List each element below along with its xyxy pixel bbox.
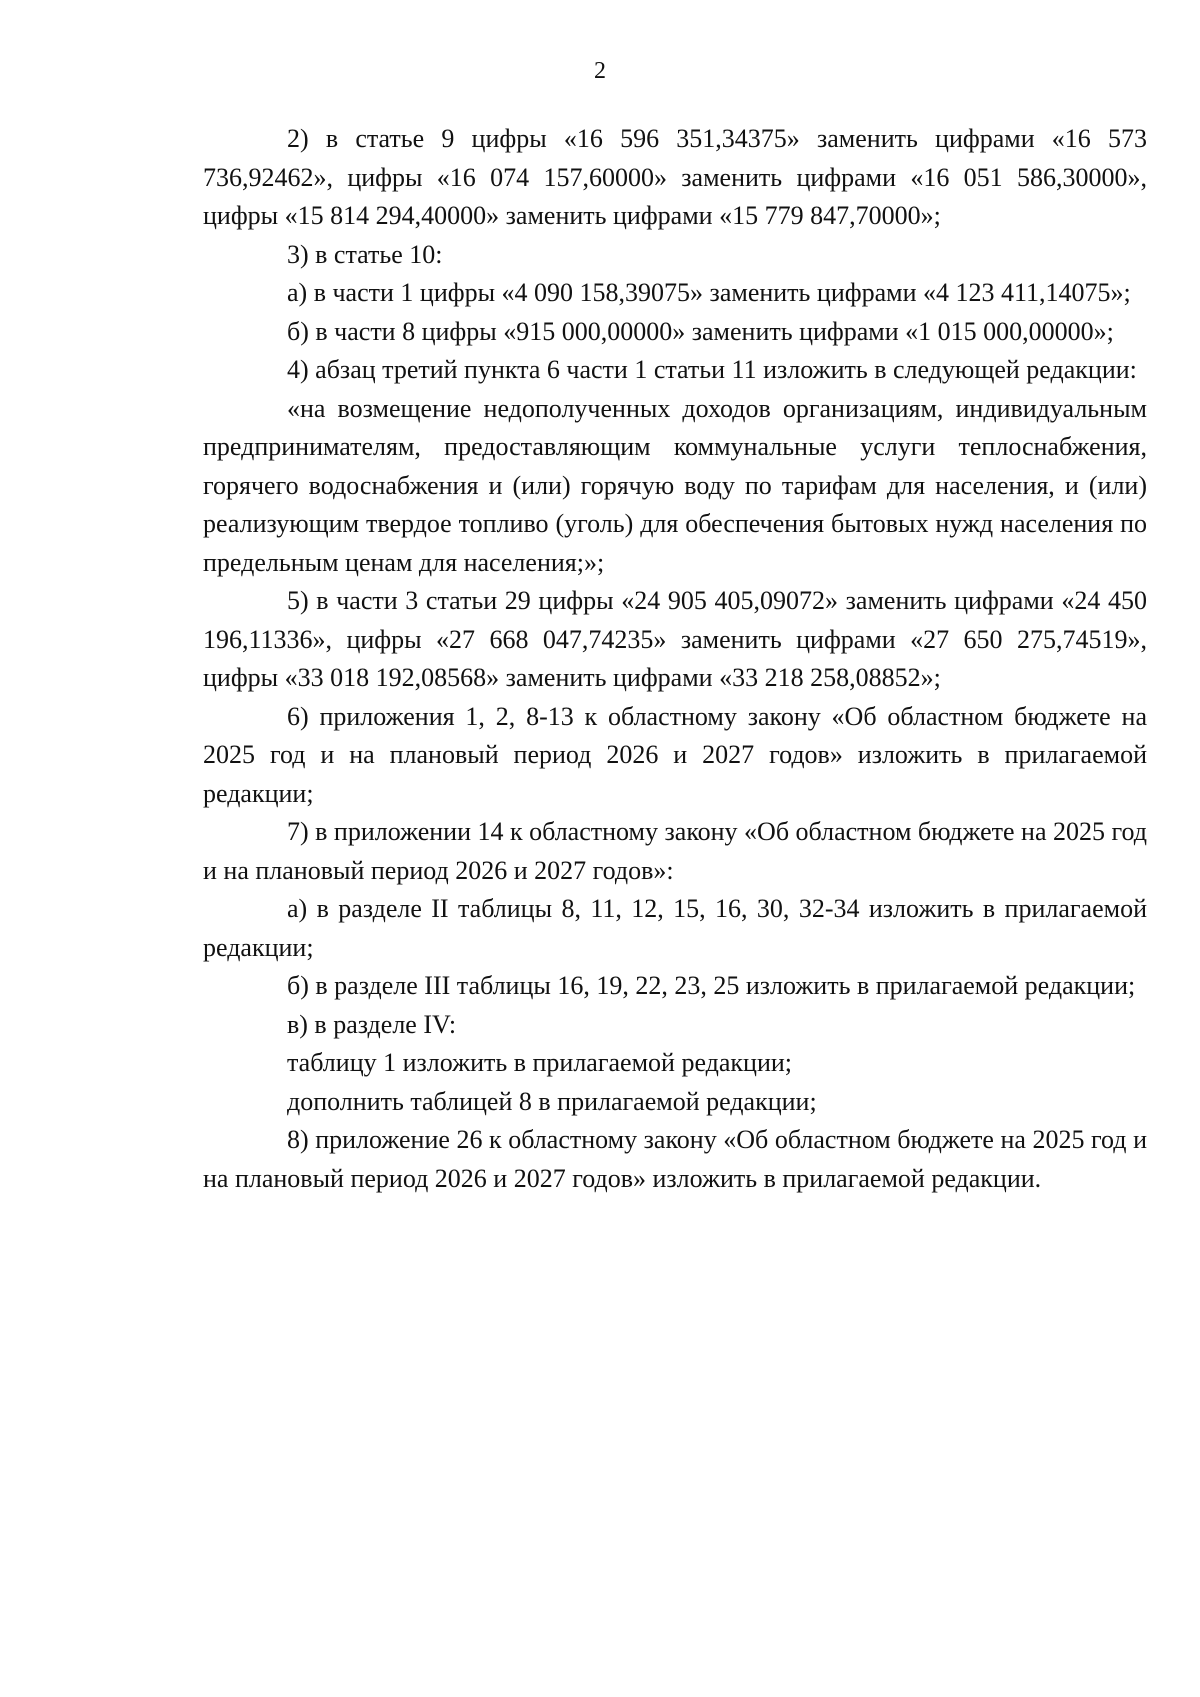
document-body [203,120,1147,1198]
paragraph-article-10-heading: 3) в статье 10: [287,239,443,269]
paragraph-article-10-part-8: б) в части 8 цифры «915 000,00000» заменить цифрами «1 015 000,00000»; [287,316,1114,346]
paragraph-appendix-14-section-3: б) в разделе III таблицы 16, 19, 22, 23, 25 изложить в прилагаемой редакции; [287,971,1136,1000]
paragraph-article-11-new-text: «на возмещение недополученных доходов организациям, индивидуальным предпринимателям, предоставляющим коммунальные услуги теплоснабжения, горячего водоснабжения и (или) горячую воду по тарифам для населения, и (или) реализующим твердое топливо (уголь) для обеспечения бытовых нужд населения по предельным ценам для населения;»; [203,393,1147,577]
paragraph-section-4-table-8: дополнить таблицей 8 в прилагаемой редакции; [287,1086,817,1116]
paragraph-appendix-14-section-2: а) в разделе II таблицы 8, 11, 12, 15, 16, 30, 32-34 изложить в прилагаемой редакции; [203,894,1147,962]
paragraph-appendix-14: 7) в приложении 14 к областному закону «Об областном бюджете на 2025 год и на плановый период 2026 и 2027 годов»: [203,817,1147,885]
paragraph-article-11: 4) абзац третий пункта 6 части 1 статьи 11 изложить в следующей редакции: [287,355,1137,384]
paragraph-article-10-part-1: а) в части 1 цифры «4 090 158,39075» заменить цифрами «4 123 411,14075»; [287,278,1131,307]
paragraph-appendix-26: 8) приложение 26 к областному закону «Об областном бюджете на 2025 год и на плановый период 2026 и 2027 годов» изложить в прилагаемой редакции. [203,1125,1147,1193]
paragraph-appendices-1-2-8-13: 6) приложения 1, 2, 8-13 к областному закону «Об областном бюджете на 2025 год и на плановый период 2026 и 2027 годов» изложить в прилагаемой редакции; [203,701,1147,808]
paragraph-section-4-table-1: таблицу 1 изложить в прилагаемой редакции; [287,1048,793,1077]
paragraph-article-9: 2) в статье 9 цифры «16 596 351,34375» заменить цифрами «16 573 736,92462», цифры «16 074 157,60000» заменить цифрами «16 051 586,30000», цифры «15 814 294,40000» заменить цифрами «15 779 847,70000»; [203,124,1147,230]
paragraph-appendix-14-section-4: в) в разделе IV: [287,1009,457,1039]
paragraph-article-29: 5) в части 3 статьи 29 цифры «24 905 405,09072» заменить цифрами «24 450 196,11336», цифры «27 668 047,74235» заменить цифрами «27 650 275,74519», цифры «33 018 192,08568» заменить цифрами «33 218 258,08852»; [203,586,1147,692]
page-number: 2 [594,58,606,84]
